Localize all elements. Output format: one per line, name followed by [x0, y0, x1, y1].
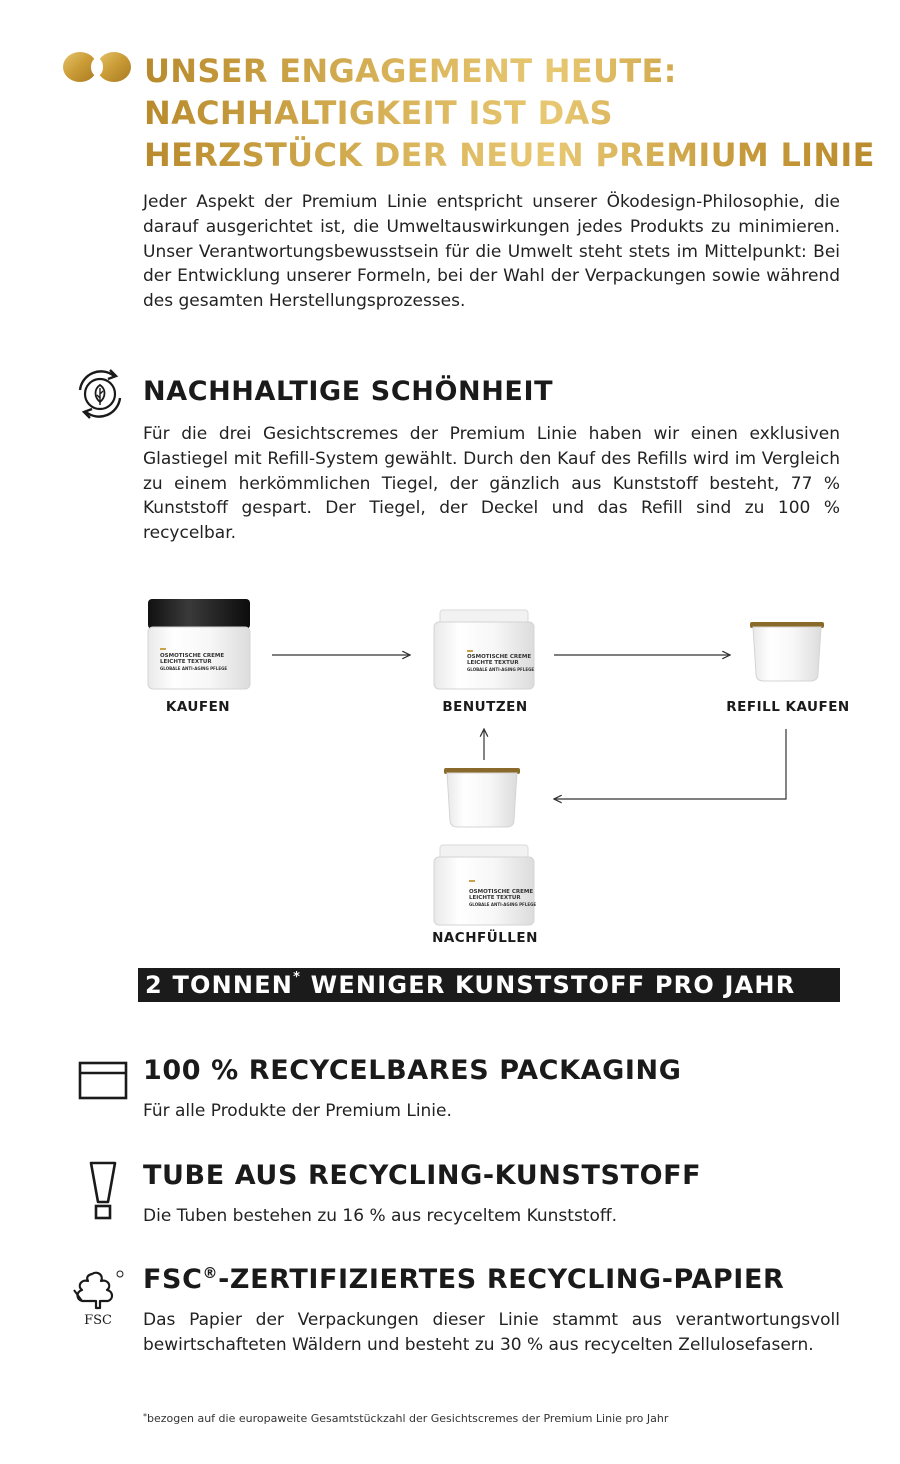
- section-title-beauty: NACHHALTIGE SCHÖNHEIT: [143, 376, 554, 407]
- plastic-savings-banner: [138, 968, 840, 1002]
- banner-asterisk: *: [293, 970, 302, 985]
- arrow-refill-to-pod: [554, 729, 786, 799]
- banner-rest: WENIGER KUNSTSTOFF PRO JAHR: [301, 971, 796, 999]
- fsc-paragraph: Das Papier der Verpackungen dieser Linie stammt aus verantwortungsvoll bewirtschafteten Wäldern und besteht zu 30 % aus recycelten Zellulosefasern.: [143, 1310, 840, 1355]
- box-icon: [78, 1060, 128, 1100]
- step-label-use: BENUTZEN: [442, 699, 528, 715]
- leaf-cycle-icon: [70, 364, 130, 424]
- section-title-packaging: 100 % RECYCELBARES PACKAGING: [143, 1055, 682, 1086]
- tube-icon: [88, 1160, 118, 1222]
- fsc-title-prefix: FSC: [143, 1264, 203, 1295]
- footnote-asterisk: *: [143, 1412, 147, 1421]
- jar-label-line3: GLOBALE ANTI-AGING PFLEGE: [467, 667, 535, 672]
- jar-label-line3: GLOBALE ANTI-AGING PFLEGE: [160, 666, 228, 671]
- page-title: [144, 50, 884, 176]
- jar-label-line1: OSMOTISCHE CREME: [469, 889, 534, 895]
- jar-label-line3: GLOBALE ANTI-AGING PFLEGE: [469, 902, 537, 907]
- registered-mark: ®: [202, 1264, 219, 1282]
- refill-pod: [444, 768, 520, 827]
- fsc-title-suffix: -ZERTIFIZIERTES RECYCLING-PAPIER: [218, 1264, 785, 1295]
- footnote-text: bezogen auf die europaweite Gesamtstückzahl der Gesichtscremes der Premium Linie pro Jahr: [147, 1412, 669, 1425]
- jar-label-line1: OSMOTISCHE CREME: [467, 654, 532, 660]
- title-line: NACHHALTIGKEIT IST DAS: [144, 94, 613, 132]
- refill-flow-diagram: [0, 580, 900, 940]
- step-label-nachfuellen: NACHFÜLLEN: [432, 930, 538, 946]
- fsc-logo-icon: [70, 1268, 126, 1330]
- step-label-buy: KAUFEN: [165, 699, 231, 715]
- packaging-text: Für alle Produkte der Premium Linie.: [143, 1101, 452, 1121]
- jar-label-line2: LEICHTE TEXTUR: [467, 660, 519, 666]
- jar-label-line1: OSMOTISCHE CREME: [160, 653, 225, 659]
- intro-paragraph: Jeder Aspekt der Premium Linie entspricht unserer Ökodesign-Philosophie, die darauf ausgerichtet ist, die Umweltauswirkungen jedes Produkts zu minimieren. Unser Verantwortungsbewusstsein für die Umwelt steht stets im Mittelpunkt: Bei der Entwicklung unserer Formeln, bei der Wahl der Verpackungen sowie während des gesamten Herstellungsprozesses.: [143, 192, 840, 312]
- title-line: UNSER ENGAGEMENT HEUTE:: [144, 52, 677, 90]
- footnote: [143, 1412, 668, 1425]
- title-line: HERZSTÜCK DER NEUEN PREMIUM LINIE: [144, 136, 875, 174]
- jar-refilled: [434, 845, 536, 925]
- section-title-fsc: [143, 1264, 784, 1295]
- jar-label-line2: LEICHTE TEXTUR: [469, 895, 521, 901]
- beauty-paragraph: Für die drei Gesichtscremes der Premium Linie haben wir einen exklusiven Glastiegel mit Refill-System gewählt. Durch den Kauf des Refills wird im Vergleich zu einem herkömmlichen Tiegel, der gänzlich aus Kunststoff besteht, 77 % Kunststoff gespart. Der Tiegel, der Deckel und das Refill sind zu 100 % recycelbar.: [143, 424, 840, 544]
- section-title-tube: TUBE AUS RECYCLING-KUNSTSTOFF: [143, 1160, 702, 1191]
- tube-text: Die Tuben bestehen zu 16 % aus recyceltem Kunststoff.: [143, 1206, 617, 1226]
- jar-with-cap: [148, 599, 250, 689]
- refill-pod: [750, 622, 824, 681]
- jar-label-line2: LEICHTE TEXTUR: [160, 659, 212, 665]
- banner-text: 2 TONNEN: [145, 971, 294, 999]
- step-label-refill: REFILL KAUFEN: [726, 699, 850, 715]
- fsc-logo-text: FSC: [84, 1313, 112, 1328]
- gold-rings-icon: [62, 50, 132, 84]
- jar-open: [434, 610, 534, 689]
